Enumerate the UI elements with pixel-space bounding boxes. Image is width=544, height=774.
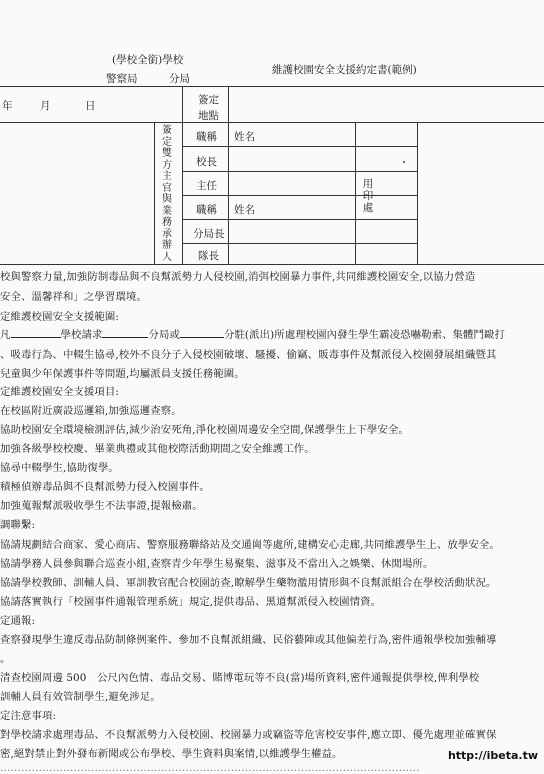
body-line: 協請規劃結合商家、愛心商店、警察服務聯絡站及交通崗等處所,建構安心走廊,共同維護學生上、放學安全。: [0, 539, 500, 551]
body-line: 密,絕對禁止對外發布新聞或公布學校、學生資料與案情,以維護學生權益。: [0, 748, 343, 760]
school-name-line: (學校全銜)學校: [112, 54, 184, 66]
body-line: 安全、溫馨祥和」之學習環境。: [0, 291, 147, 303]
body-line: 協請學校教師、訓輔人員、軍訓教官配合校園訪查,瞭解學生藥物濫用情形與不良幫派組合在學校活動狀況。: [0, 577, 497, 589]
watermark: http://ibeta.tw: [447, 749, 538, 762]
row-value: 姓名: [234, 131, 255, 143]
body-line: 校與警察力量,加強防制毒品與不良幫派勢力人侵校園,消弭校園暴力事件,共同維護校園安全,以協力營造: [0, 271, 476, 283]
body-line: 。: [0, 653, 11, 665]
scan-dot: [403, 161, 405, 163]
body-line: 凡 學校請求 分局或 分駐(派出)所處理校園內發生學生霸凌恐嚇勒索、集體鬥毆打: [0, 329, 506, 341]
sign-place-label-2: 地點: [198, 110, 219, 122]
fill-blank: [11, 328, 61, 338]
body-line: 加強蒐報幫派吸收學生不法事證,提報檢肅。: [0, 500, 203, 512]
body-line: 定維護校園安全支援項目:: [0, 386, 119, 398]
body-line: 協尋中輟學生,協助復學。: [0, 462, 119, 474]
body-line: 兒童與少年保護事件等問題,均屬派員支援任務範圍。: [0, 368, 245, 380]
signatories-side-label: 簽定雙方主官與業務承辦人: [162, 125, 172, 263]
fill-blank: [180, 328, 224, 338]
body-line: 、吸毒行為、中輟生協尋,校外不良分子入侵校園破壞、騷擾、偷竊、販毒事件及幫派侵入校園發展組織暨其: [0, 349, 497, 361]
row-title: 校長: [196, 156, 217, 168]
body-line: 協請落實執行「校園事件通報管理系統」規定,提供毒品、黑道幫派侵入校園情資。: [0, 596, 382, 608]
body-line: 對學校請求處理毒品、不良幫派勢力入侵校園、校園暴力或竊盜等危害校安事件,應立即、優先處理並確實保: [0, 729, 497, 741]
row-value: 姓名: [234, 204, 255, 216]
date-month: 月: [40, 100, 51, 112]
body-line: 協請學務人員參與聯合巡查小組,查察青少年學生易聚集、滋事及不當出入之娛樂、休閒場所。: [0, 558, 434, 570]
body-line: 定注意事項:: [0, 710, 57, 722]
body-line: 訓輔人員有效管制學生,避免涉足。: [0, 691, 161, 703]
date-year: 年: [2, 100, 13, 112]
seal-area-label: 用印處: [362, 178, 374, 214]
row-title: 職稱: [196, 131, 217, 143]
date-day: 日: [85, 100, 96, 112]
body-line: 調聯繫:: [0, 519, 36, 531]
police-station-line: 警察局 分局: [106, 73, 190, 85]
document-title: 維護校園安全支援約定書(範例): [272, 64, 417, 76]
body-line: 積極偵辦毒品與不良幫派勢力侵入校園事件。: [0, 481, 210, 493]
row-title: 隊長: [198, 250, 219, 262]
row-title: 職稱: [196, 204, 217, 216]
fill-blank: [102, 328, 148, 338]
body-line: …………………………………………………………………………………………………………: [0, 762, 420, 774]
body-line: 在校區附近廣設巡邏箱,加強巡邏查察。: [0, 405, 182, 417]
body-line: 查察發現學生違反毒品防制條例案件、參加不良幫派組織、民俗藝陣或其他偏差行為,密件通報學校加強輔導: [0, 634, 497, 646]
body-line: 定通報:: [0, 615, 36, 627]
body-line: 協助校園安全環境檢測評估,減少治安死角,淨化校園周邊安全空間,保護學生上下學安全。: [0, 424, 409, 436]
body-line: 加強各級學校校慶、畢業典禮或其他校際活動期間之安全維護工作。: [0, 443, 315, 455]
body-line: 定維護校園安全支援範圍:: [0, 311, 119, 323]
sign-place-label-1: 簽定: [198, 94, 219, 106]
body-line: 清查校園周邊 500 公尺內色情、毒品交易、賭博電玩等不良(當)場所資料,密件通報提供學校,俾利學校: [0, 672, 480, 684]
row-title: 主任: [196, 180, 217, 192]
row-title: 分局長: [193, 228, 225, 240]
